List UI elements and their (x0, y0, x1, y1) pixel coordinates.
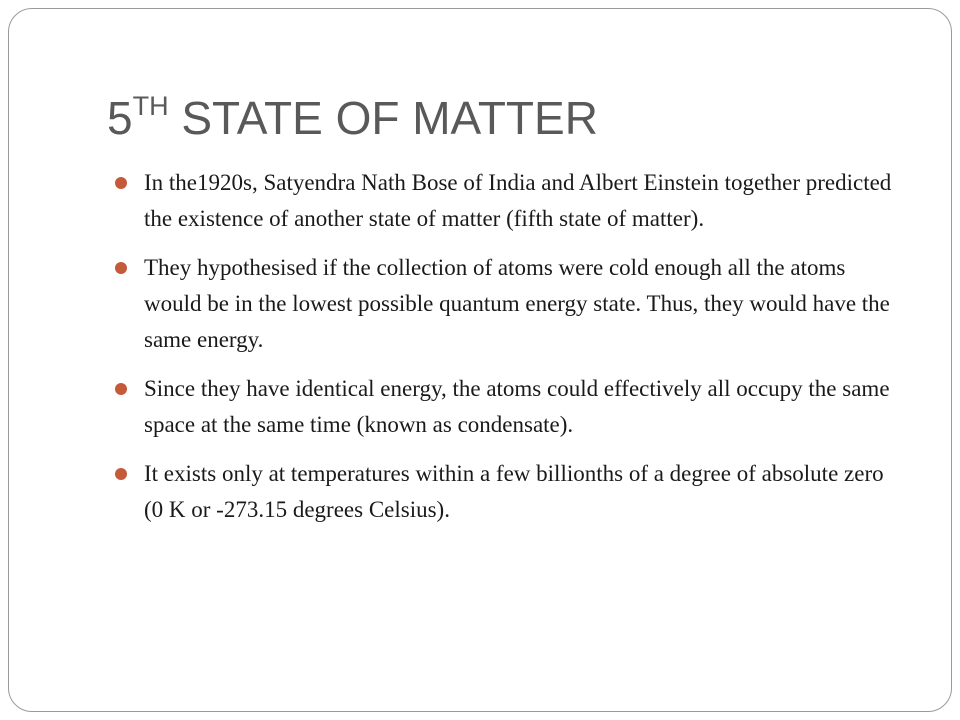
bullet-item-1 (115, 165, 905, 237)
bullet-item-2 (115, 250, 905, 358)
bullet-item-4 (115, 456, 905, 528)
bullet-item-3 (115, 371, 905, 443)
slide-frame (8, 8, 952, 712)
bullet-text-1: In the1920s, Satyendra Nath Bose of India and Albert Einstein together predicted the existence of another state of matter (fifth state of matter). (144, 170, 892, 231)
bullet-dot-icon (115, 383, 127, 395)
title-number: 5 (107, 92, 133, 144)
title-text: STATE OF MATTER (168, 92, 598, 144)
bullet-list (115, 165, 905, 541)
title-superscript: TH (132, 91, 169, 121)
bullet-text-2: They hypothesised if the collection of atoms were cold enough all the atoms would be in the lowest possible quantum energy state. Thus, they would have the same energy. (144, 255, 890, 352)
slide-title (107, 93, 598, 144)
bullet-dot-icon (115, 468, 127, 480)
bullet-dot-icon (115, 177, 127, 189)
bullet-text-4: It exists only at temperatures within a few billionths of a degree of absolute zero (0 K or -273.15 degrees Celsius). (144, 461, 884, 522)
bullet-dot-icon (115, 262, 127, 274)
bullet-text-3: Since they have identical energy, the atoms could effectively all occupy the same space at the same time (known as condensate). (144, 376, 890, 437)
